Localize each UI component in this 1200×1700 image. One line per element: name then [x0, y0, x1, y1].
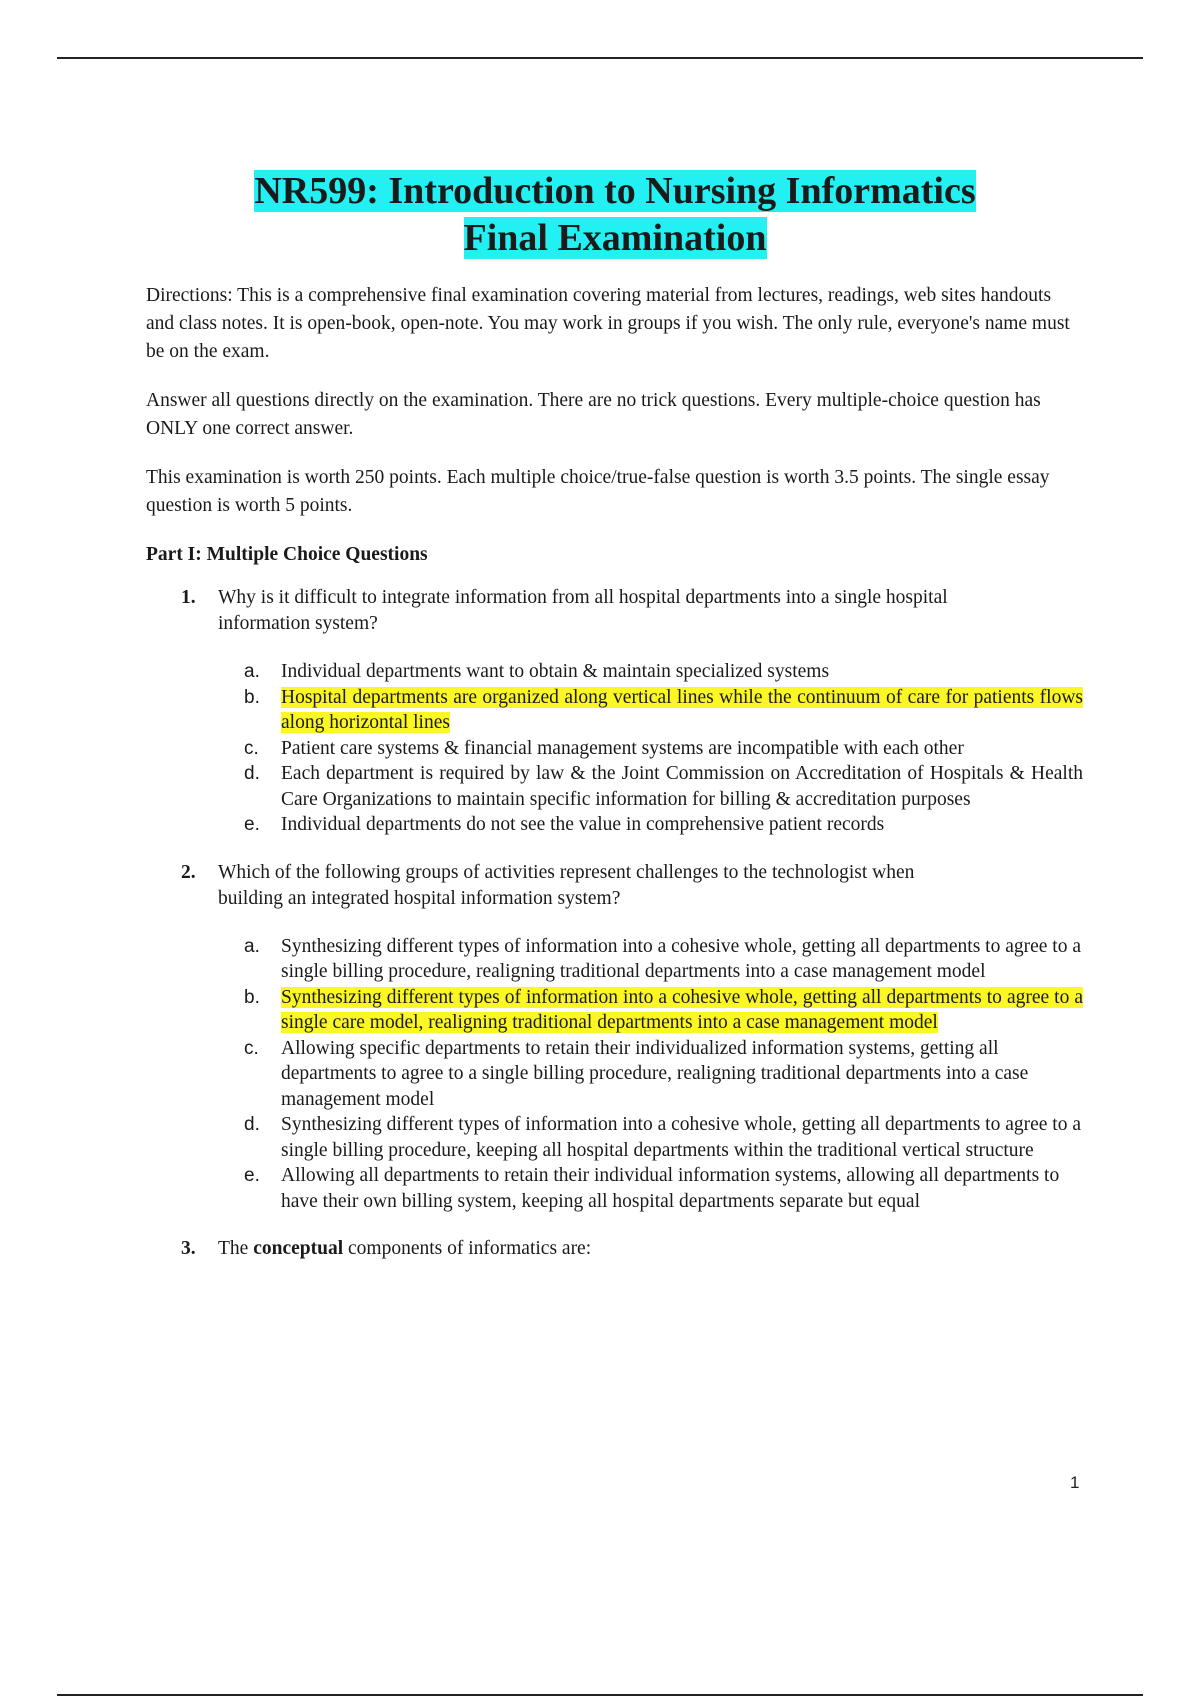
option-2b: [146, 985, 1083, 1036]
option-2a: [146, 934, 1083, 985]
option-text: Individual departments do not see the value in comprehensive patient records: [281, 814, 885, 835]
option-letter: e.: [244, 814, 260, 835]
option-1a: [146, 659, 1083, 685]
option-1b: [146, 685, 1083, 736]
top-rule: [57, 57, 1143, 59]
answer-instructions-paragraph: Answer all questions directly on the examination. There are no trick questions. Every multiple-choice question has ONLY one correct answer.: [146, 390, 1041, 439]
option-text: Synthesizing different types of information into a cohesive whole, getting all departments to agree to a single billing procedure, realigning traditional departments into a case management model: [281, 935, 1082, 982]
question-1-options: [146, 659, 1084, 838]
option-letter: a.: [244, 661, 260, 682]
option-text-highlighted: Hospital departments are organized along vertical lines while the continuum of care for patients flows along horizontal lines: [281, 686, 1083, 733]
option-2d: [146, 1112, 1083, 1163]
question-text-before: The: [218, 1238, 254, 1259]
option-letter: d.: [244, 763, 260, 784]
question-text: Which of the following groups of activities represent challenges to the technologist when building an integrated hospital information system?: [218, 861, 915, 909]
title-line-2: Final Examination: [463, 217, 767, 259]
option-text-highlighted: Synthesizing different types of information into a cohesive whole, getting all departments to agree to a single care model, realigning traditional departments into a case management model: [281, 986, 1083, 1033]
option-text: Allowing all departments to retain their individual information systems, allowing all departments to have their own billing system, keeping all hospital departments separate but equal: [281, 1165, 1060, 1212]
question-text: Why is it difficult to integrate information from all hospital departments into a single hospital information system?: [218, 587, 948, 634]
title-line-1: NR599: Introduction to Nursing Informatics: [254, 170, 976, 212]
question-number: 3.: [181, 1238, 196, 1259]
points-paragraph: This examination is worth 250 points. Each multiple choice/true-false question is worth 3.5 points. The single essay question is worth 5 points.: [146, 467, 1050, 516]
option-text: Each department is required by law & the Joint Commission on Accreditation of Hospitals & Health Care Organizations to maintain specific information for billing & accreditation purposes: [281, 763, 1083, 810]
option-letter: b.: [244, 986, 260, 1008]
option-text: Individual departments want to obtain & maintain specialized systems: [281, 661, 830, 682]
option-1d: [146, 761, 1083, 812]
exam-page: [146, 168, 1084, 1284]
document-title: [146, 168, 1084, 262]
option-text: Synthesizing different types of information into a cohesive whole, getting all departments to agree to a single billing procedure, keeping all hospital departments within the traditional vertical structure: [281, 1114, 1082, 1161]
question-text-bold: conceptual: [253, 1238, 344, 1259]
bottom-rule: [57, 1694, 1143, 1696]
question-number: 1.: [181, 587, 196, 608]
option-letter: c.: [244, 1037, 259, 1059]
question-2-options: [146, 934, 1084, 1215]
question-3: [146, 1236, 978, 1262]
option-1c: [146, 736, 1083, 762]
directions-paragraph: Directions: This is a comprehensive final examination covering material from lectures, readings, web sites handouts and class notes. It is open-book, open-note. You may work in groups if you wish. The only rule, everyone's name must be on the exam.: [146, 285, 1070, 362]
option-2e: [146, 1163, 1083, 1214]
part-heading: Part I: Multiple Choice Questions: [146, 544, 428, 565]
option-letter: d.: [244, 1114, 260, 1135]
option-text: Allowing specific departments to retain their individualized information systems, getting all departments to agree to a single billing procedure, realigning traditional departments into a case management model: [281, 1037, 1029, 1110]
page-number: 1: [1070, 1473, 1080, 1492]
question-2: [146, 860, 978, 912]
question-number: 2.: [181, 861, 196, 883]
option-letter: e.: [244, 1165, 260, 1186]
option-1e: [146, 812, 1083, 838]
question-1: [146, 585, 978, 637]
option-letter: b.: [244, 686, 260, 708]
option-text: Patient care systems & financial management systems are incompatible with each other: [281, 737, 964, 759]
option-2c: [146, 1036, 1083, 1113]
question-text-after: components of informatics are:: [343, 1238, 592, 1259]
option-letter: c.: [244, 737, 259, 759]
option-letter: a.: [244, 935, 260, 957]
